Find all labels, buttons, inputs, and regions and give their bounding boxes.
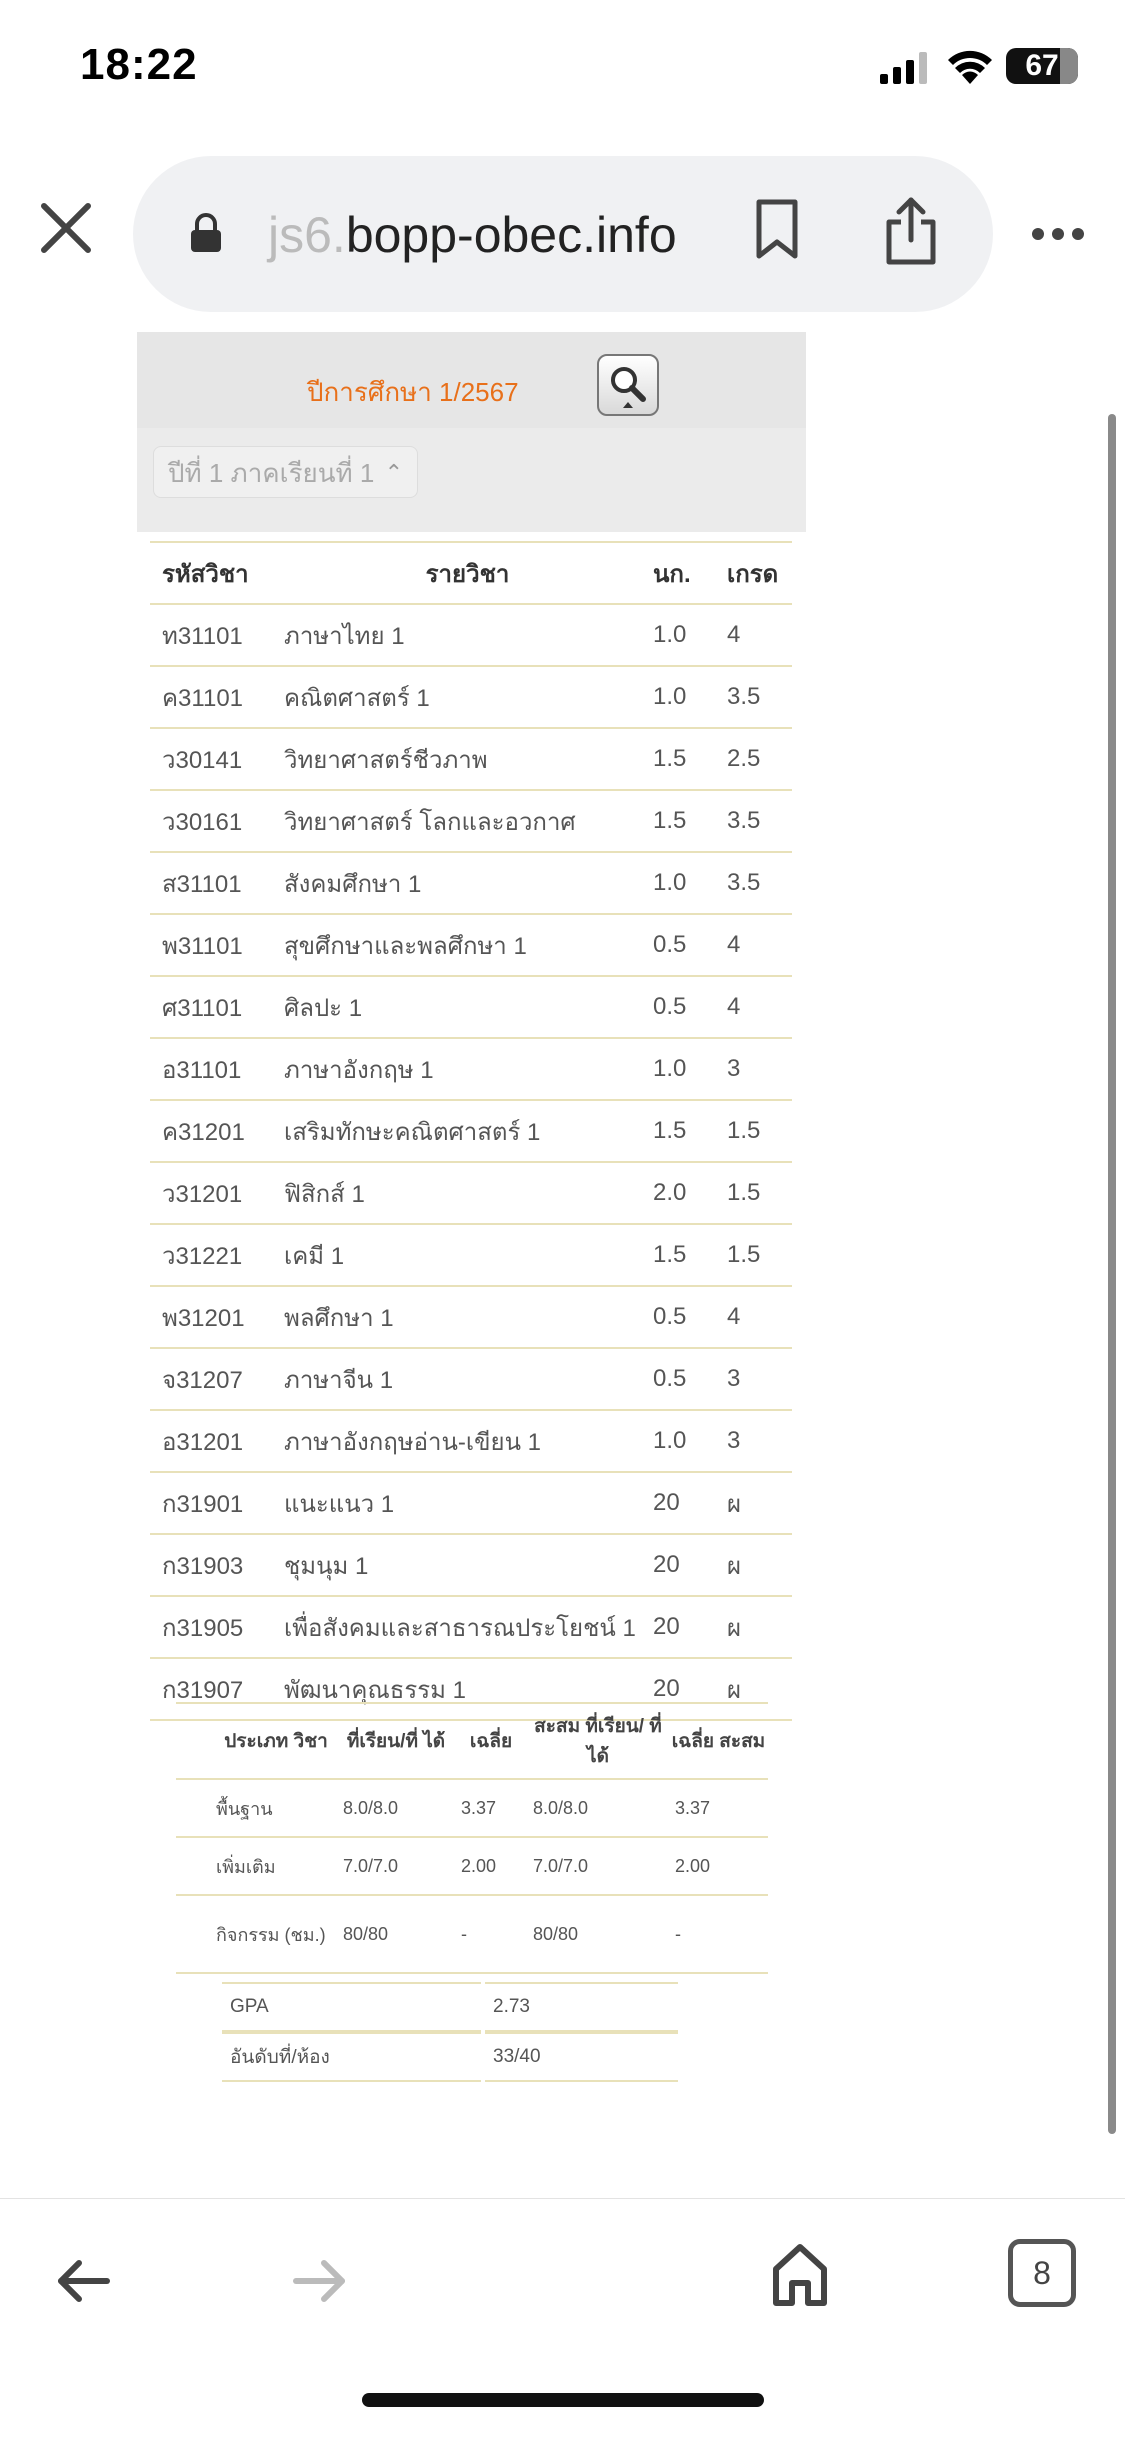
wifi-icon — [946, 46, 994, 84]
subject-type: เพิ่มเติม — [176, 1837, 337, 1895]
table-row — [150, 1038, 792, 1100]
course-credits: 1.5 — [652, 790, 726, 852]
course-grade: ผ — [726, 1534, 792, 1596]
course-code: ว30161 — [150, 790, 283, 852]
subject-type: กิจกรรม (ชม.) — [176, 1895, 337, 1973]
summary-table — [176, 1702, 768, 1974]
course-code: อ31201 — [150, 1410, 283, 1472]
term-select[interactable] — [153, 446, 418, 498]
course-grade: 3 — [726, 1348, 792, 1410]
tabs-button[interactable] — [1008, 2239, 1076, 2307]
address-bar[interactable] — [133, 156, 993, 312]
course-grade: ผ — [726, 1596, 792, 1658]
course-code: ว30141 — [150, 728, 283, 790]
course-grade: 1.5 — [726, 1100, 792, 1162]
course-credits: 20 — [652, 1658, 726, 1720]
status-bar — [0, 0, 1125, 140]
course-grade: 4 — [726, 604, 792, 666]
web-page — [0, 332, 1125, 2200]
table-row — [150, 1162, 792, 1224]
grades-table — [150, 541, 792, 1721]
term-filter-bar — [137, 428, 806, 532]
grades-header-row — [150, 542, 792, 604]
credits-taken: 8.0/8.0 — [337, 1779, 455, 1837]
search-button[interactable] — [597, 354, 659, 416]
course-code: ว31201 — [150, 1162, 283, 1224]
course-name: แนะแนว 1 — [283, 1472, 652, 1534]
chevron-updown-icon: ⌃ — [384, 460, 403, 485]
forward-arrow-icon[interactable] — [292, 2259, 348, 2303]
course-name: เสริมทักษะคณิตศาสตร์ 1 — [283, 1100, 652, 1162]
course-grade: 3.5 — [726, 666, 792, 728]
table-row — [150, 1348, 792, 1410]
cumulative-credits: 8.0/8.0 — [527, 1779, 669, 1837]
col-subject-type: ประเภท วิชา — [176, 1703, 337, 1779]
course-code: ศ31101 — [150, 976, 283, 1038]
course-credits: 2.0 — [652, 1162, 726, 1224]
course-credits: 1.5 — [652, 728, 726, 790]
magnifier-icon — [599, 356, 657, 414]
url-domain: bopp-obec.info — [345, 207, 677, 263]
gpa-label: GPA — [222, 1982, 481, 2032]
course-credits: 20 — [652, 1534, 726, 1596]
course-code: ก31905 — [150, 1596, 283, 1658]
more-options-icon[interactable] — [1030, 226, 1086, 242]
col-credits: นก. — [652, 542, 726, 604]
home-indicator — [362, 2393, 764, 2407]
course-code: ก31903 — [150, 1534, 283, 1596]
average: 2.00 — [455, 1837, 527, 1895]
course-credits: 20 — [652, 1472, 726, 1534]
cellular-signal-icon — [880, 52, 930, 84]
table-row — [176, 1779, 768, 1837]
academic-year-label: ปีการศึกษา 1/2567 — [307, 377, 519, 407]
col-cumulative-average: เฉลี่ย สะสม — [669, 1703, 768, 1779]
course-name: ภาษาไทย 1 — [283, 604, 652, 666]
course-grade: ผ — [726, 1472, 792, 1534]
table-row — [150, 852, 792, 914]
course-name: ฟิสิกส์ 1 — [283, 1162, 652, 1224]
course-grade: 1.5 — [726, 1162, 792, 1224]
table-row — [150, 790, 792, 852]
course-code: ว31221 — [150, 1224, 283, 1286]
table-row — [150, 1224, 792, 1286]
gpa-value: 2.73 — [485, 1982, 678, 2032]
course-credits: 0.5 — [652, 976, 726, 1038]
course-credits: 1.5 — [652, 1100, 726, 1162]
home-icon[interactable] — [770, 2243, 830, 2307]
course-credits: 0.5 — [652, 1286, 726, 1348]
table-row — [176, 1895, 768, 1973]
course-grade: 3 — [726, 1038, 792, 1100]
scrollbar[interactable] — [1108, 414, 1116, 2134]
course-code: ค31201 — [150, 1100, 283, 1162]
course-credits: 0.5 — [652, 1348, 726, 1410]
course-code: ท31101 — [150, 604, 283, 666]
course-name: เพื่อสังคมและสาธารณประโยชน์ 1 — [283, 1596, 652, 1658]
course-grade: 3.5 — [726, 852, 792, 914]
cumulative-credits: 7.0/7.0 — [527, 1837, 669, 1895]
table-row — [150, 666, 792, 728]
course-code: อ31101 — [150, 1038, 283, 1100]
col-average: เฉลี่ย — [455, 1703, 527, 1779]
gpa-row — [222, 1982, 678, 2032]
cumulative-average: - — [669, 1895, 768, 1973]
average: 3.37 — [455, 1779, 527, 1837]
credits-taken: 7.0/7.0 — [337, 1837, 455, 1895]
close-icon[interactable] — [38, 200, 94, 256]
course-code: พ31101 — [150, 914, 283, 976]
table-row — [150, 1472, 792, 1534]
url-faded-part: js6. — [268, 207, 346, 263]
col-grade: เกรด — [726, 542, 792, 604]
course-name: ภาษาจีน 1 — [283, 1348, 652, 1410]
cumulative-average: 3.37 — [669, 1779, 768, 1837]
course-grade: 4 — [726, 976, 792, 1038]
table-row — [150, 1286, 792, 1348]
course-name: คณิตศาสตร์ 1 — [283, 666, 652, 728]
course-grade: 4 — [726, 914, 792, 976]
table-row — [150, 1534, 792, 1596]
course-name: พลศึกษา 1 — [283, 1286, 652, 1348]
subject-type: พื้นฐาน — [176, 1779, 337, 1837]
course-grade: 1.5 — [726, 1224, 792, 1286]
course-credits: 0.5 — [652, 914, 726, 976]
col-credits-taken: ที่เรียน/ที่ ได้ — [337, 1703, 455, 1779]
academic-year-bar — [137, 332, 806, 428]
course-name: ภาษาอังกฤษอ่าน-เขียน 1 — [283, 1410, 652, 1472]
battery-icon — [1006, 48, 1078, 84]
course-name: วิทยาศาสตร์ชีวภาพ — [283, 728, 652, 790]
term-select-value: ปีที่ 1 ภาคเรียนที่ 1 — [168, 458, 375, 488]
course-credits: 1.0 — [652, 1410, 726, 1472]
course-grade: 2.5 — [726, 728, 792, 790]
table-row — [150, 1100, 792, 1162]
average: - — [455, 1895, 527, 1973]
gpa-table — [218, 1982, 682, 2082]
summary-header-row — [176, 1703, 768, 1779]
table-row — [150, 1410, 792, 1472]
course-code: พ31201 — [150, 1286, 283, 1348]
course-grade: ผ — [726, 1658, 792, 1720]
course-code: ค31101 — [150, 666, 283, 728]
rank-value: 33/40 — [485, 2032, 678, 2082]
table-row — [176, 1837, 768, 1895]
cumulative-average: 2.00 — [669, 1837, 768, 1895]
course-grade: 3.5 — [726, 790, 792, 852]
table-row — [150, 914, 792, 976]
table-row — [150, 728, 792, 790]
col-cumulative-credits: สะสม ที่เรียน/ ที่ได้ — [527, 1703, 669, 1779]
course-grade: 3 — [726, 1410, 792, 1472]
course-name: สุขศึกษาและพลศึกษา 1 — [283, 914, 652, 976]
table-row — [150, 604, 792, 666]
course-credits: 1.0 — [652, 604, 726, 666]
cumulative-credits: 80/80 — [527, 1895, 669, 1973]
credits-taken: 80/80 — [337, 1895, 455, 1973]
rank-label: อันดับที่/ห้อง — [222, 2032, 481, 2082]
course-credits: 1.0 — [652, 666, 726, 728]
course-credits: 1.0 — [652, 852, 726, 914]
course-credits: 20 — [652, 1596, 726, 1658]
status-time: 18:22 — [80, 40, 198, 89]
tab-count: 8 — [1033, 2255, 1051, 2291]
course-code: จ31207 — [150, 1348, 283, 1410]
share-icon[interactable] — [883, 194, 939, 266]
course-name: สังคมศึกษา 1 — [283, 852, 652, 914]
course-credits: 1.5 — [652, 1224, 726, 1286]
course-name: พัฒนาคุณธรรม 1 — [283, 1658, 652, 1720]
col-course-name: รายวิชา — [283, 542, 652, 604]
course-name: ชุมนุม 1 — [283, 1534, 652, 1596]
back-arrow-icon[interactable] — [55, 2259, 111, 2303]
course-name: วิทยาศาสตร์ โลกและอวกาศ — [283, 790, 652, 852]
course-name: ศิลปะ 1 — [283, 976, 652, 1038]
table-row — [150, 976, 792, 1038]
url-text[interactable] — [268, 206, 677, 264]
col-course-code: รหัสวิชา — [150, 542, 283, 604]
rank-row — [222, 2032, 678, 2082]
course-code: ก31901 — [150, 1472, 283, 1534]
course-name: ภาษาอังกฤษ 1 — [283, 1038, 652, 1100]
bookmark-icon[interactable] — [753, 198, 801, 260]
table-row — [150, 1596, 792, 1658]
course-credits: 1.0 — [652, 1038, 726, 1100]
course-name: เคมี 1 — [283, 1224, 652, 1286]
battery-level: 67 — [1025, 49, 1059, 82]
course-grade: 4 — [726, 1286, 792, 1348]
course-code: ส31101 — [150, 852, 283, 914]
course-code: ก31907 — [150, 1658, 283, 1720]
lock-icon — [189, 212, 223, 254]
